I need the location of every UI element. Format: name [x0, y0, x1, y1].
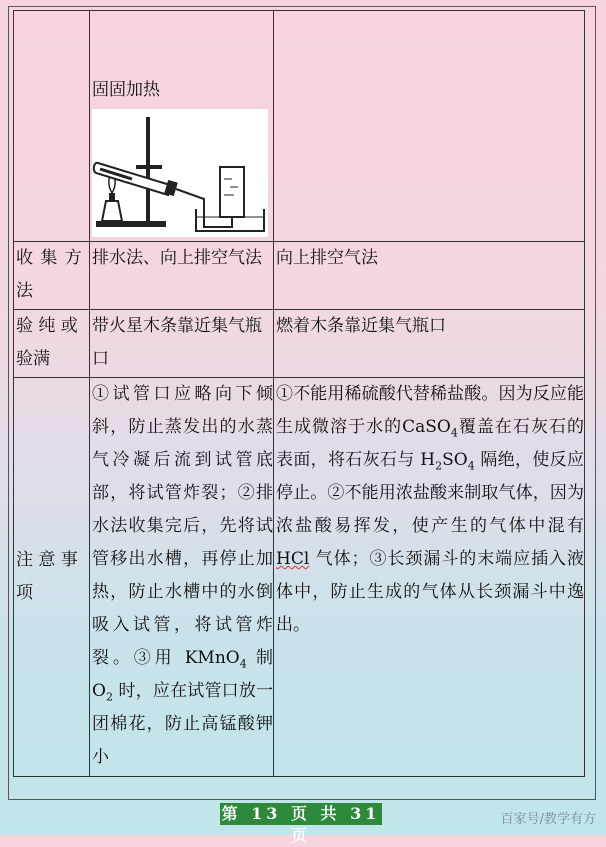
row3-col3: 燃着木条靠近集气瓶口 [274, 310, 585, 378]
row2-label [14, 242, 90, 310]
notes-text-e: SO [442, 450, 468, 470]
row4-col3 [274, 378, 585, 777]
sub-4: 4 [239, 657, 247, 671]
apparatus-diagram [92, 109, 268, 237]
notes-text-c: 覆盖在石灰石的表面，将石灰石与 H [276, 417, 584, 470]
collection-method-label: 收 集 方法 [16, 248, 82, 301]
watermark-text: 百家号/教学有方 [500, 812, 596, 827]
page-number-footer: 第 13 页 共 31 页 [221, 804, 381, 845]
table-row [14, 378, 585, 777]
sub-2a: 2 [435, 459, 443, 473]
precautions-text-a: ①试管口应略向下倾斜，防止蒸发出的水蒸气冷凝后流到试管底部，将试管炸裂；②排水法收集完后，先将试管移出水槽，再停止加热，防止水槽中的水倒吸入试管，将试管炸裂。③用 KMnO [92, 384, 273, 668]
table-row [14, 310, 585, 378]
apparatus-illustration [92, 109, 268, 237]
row3-col2: 带火星木条靠近集气瓶口 [90, 310, 274, 378]
row2-col3: 向上排空气法 [274, 242, 585, 310]
notes-text-a: ①不能用稀硫酸代替稀盐酸。因为反应能生成微溶于水的CaSO [276, 384, 584, 437]
row2-col2: 排水法、向上排空气法 [90, 242, 274, 310]
row1-col3 [274, 11, 585, 242]
row4-label: 注 意 事项 [14, 378, 90, 777]
sub-2: 2 [105, 690, 113, 704]
sub-4b: 4 [467, 459, 475, 473]
notes-text-i: 气体；③长颈漏斗的末端应插入液体中，防止生成的气体从长颈漏斗中逸出。 [276, 549, 584, 635]
row3-label: 验 纯 或验满 [14, 310, 90, 378]
heating-method-label: 固固加热 [92, 80, 160, 100]
row4-col2 [90, 378, 274, 777]
row1-col1 [14, 11, 90, 242]
precautions-text-c: 制 O [92, 648, 274, 701]
precautions-text-e: 时，应在试管口放一团棉花，防止高锰酸钾小 [92, 681, 273, 767]
table-row [14, 11, 585, 242]
notes-text-g: 隔绝，使反应停止。②不能用浓盐酸来制取气体，因为浓盐酸易挥发，使产生的气体中混有 [276, 450, 584, 536]
table-row [14, 242, 585, 310]
sub-4a: 4 [450, 426, 458, 440]
comparison-table [13, 10, 585, 777]
row1-col2 [90, 11, 274, 242]
hcl-text: HCl [276, 549, 310, 569]
